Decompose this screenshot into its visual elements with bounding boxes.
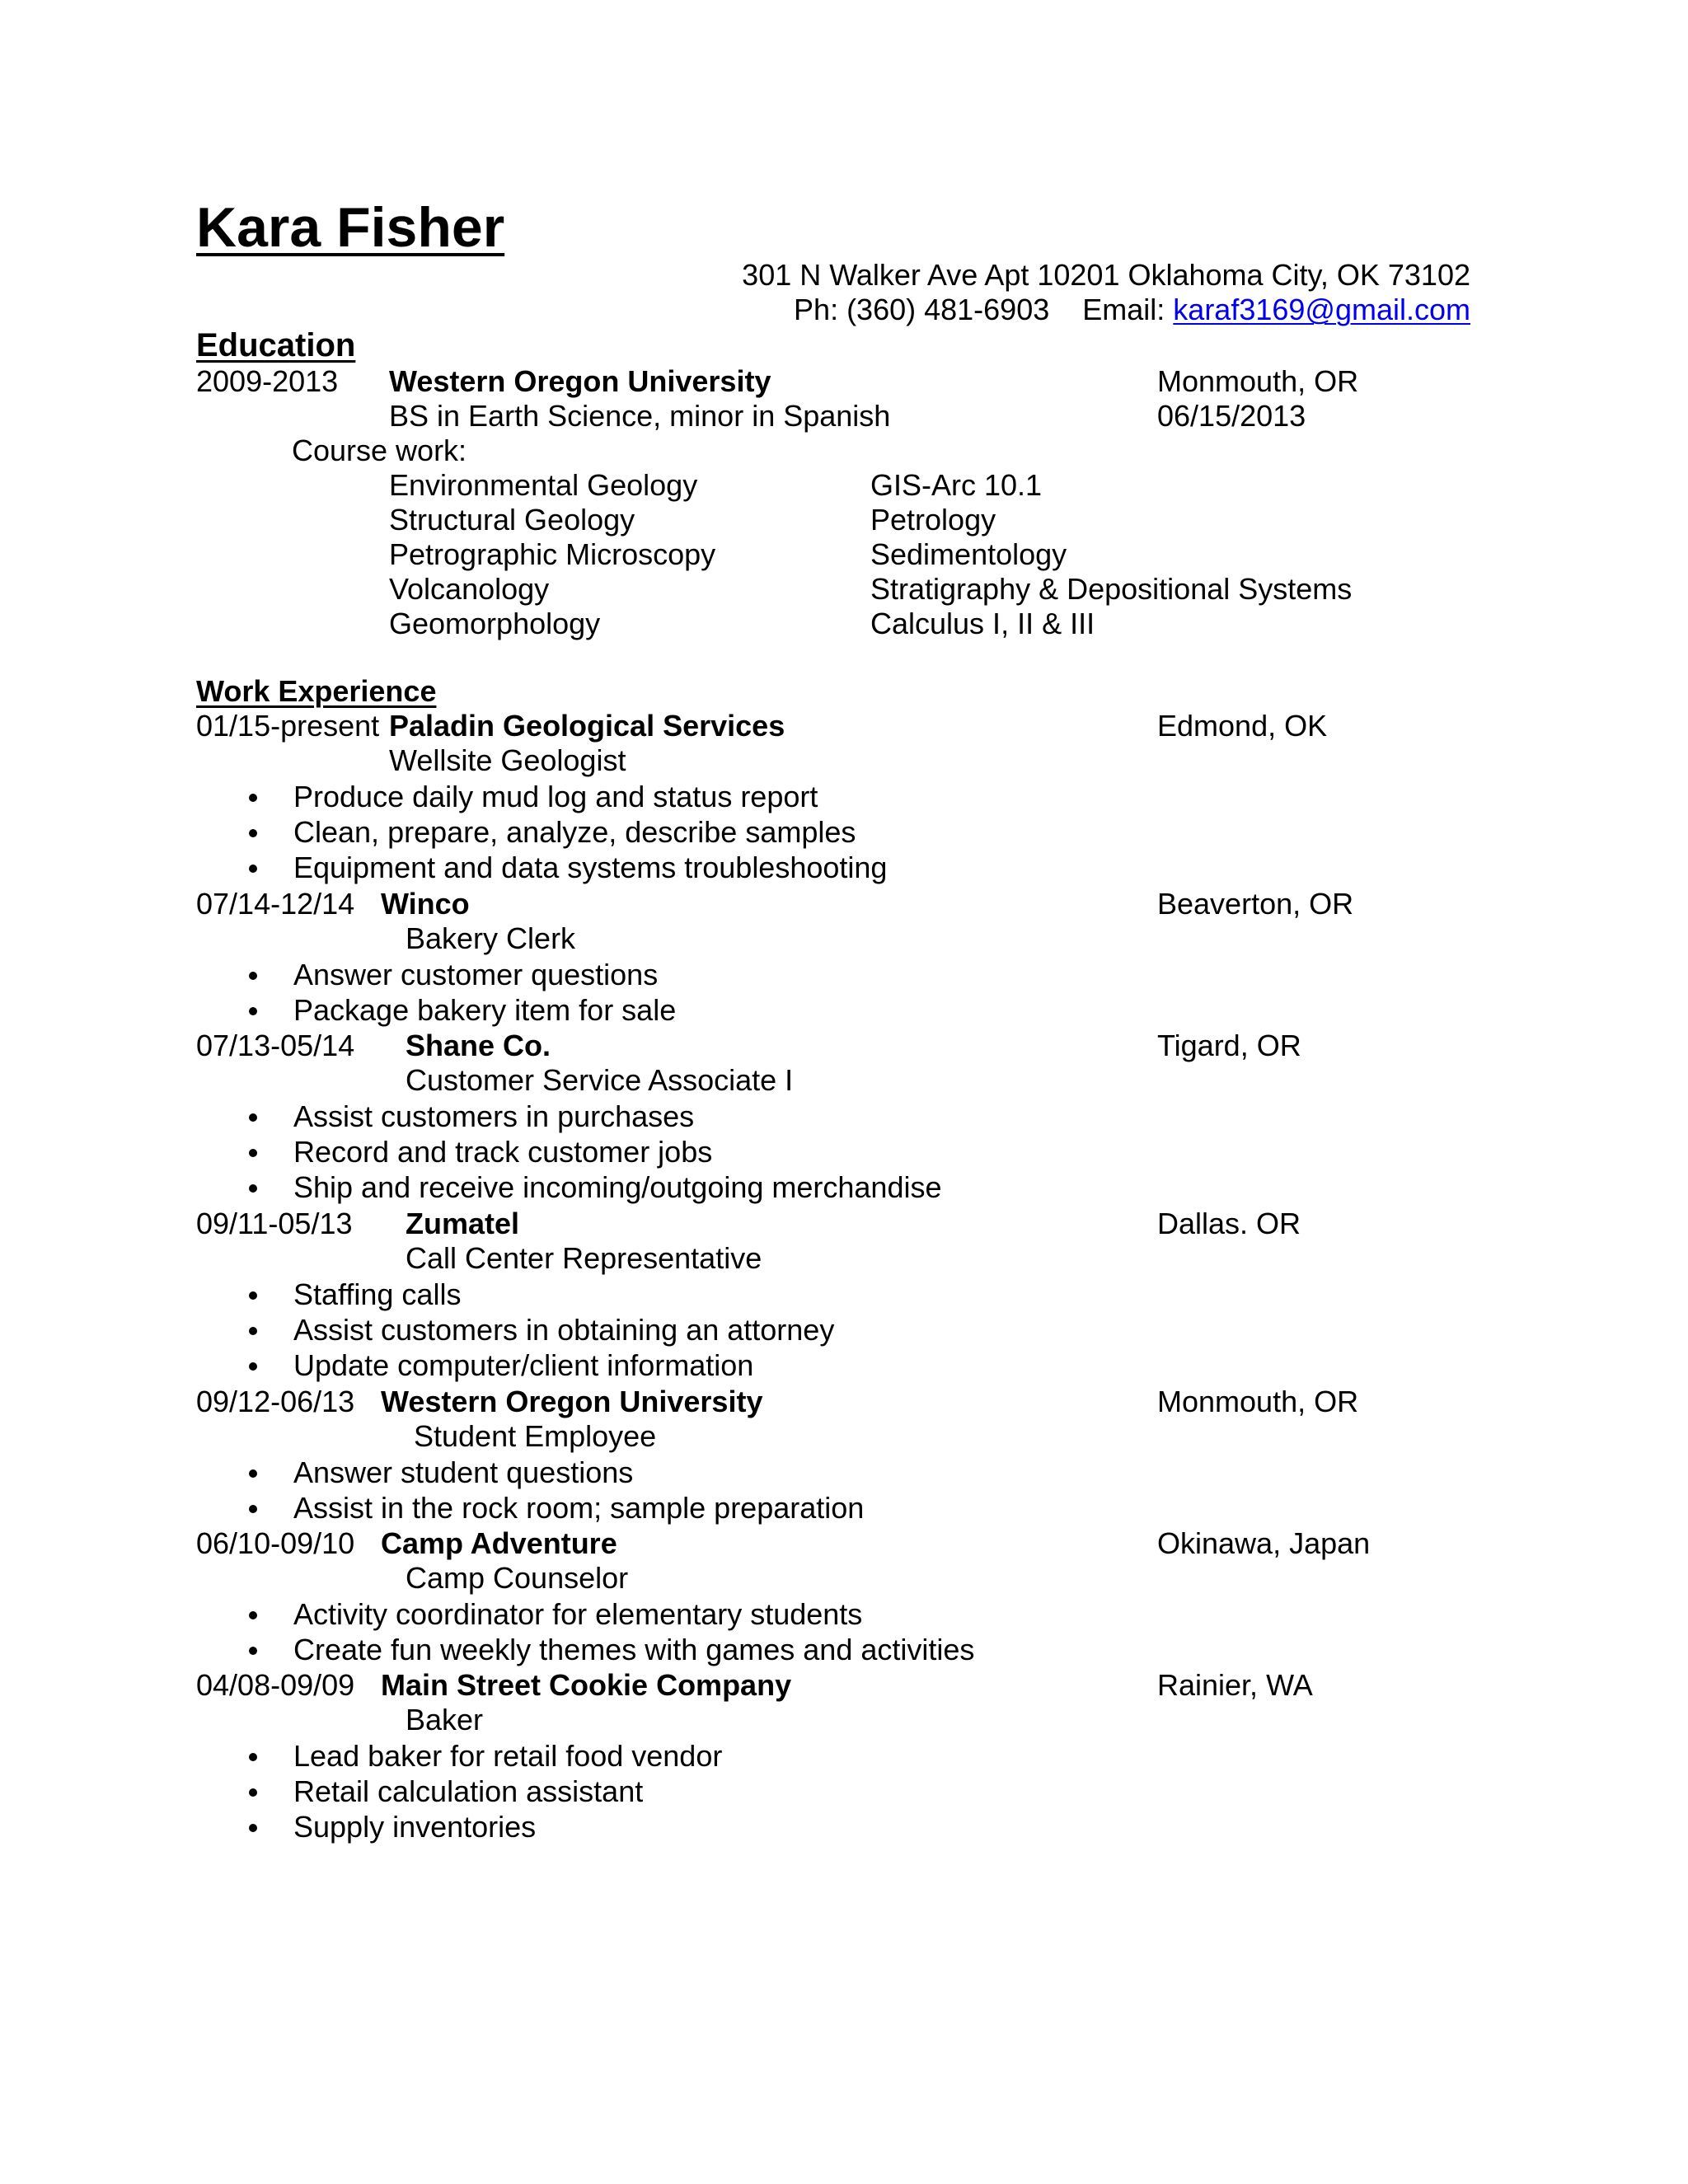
job-location: Tigard, OR — [1157, 1029, 1301, 1062]
job-employer: Shane Co. — [406, 1029, 551, 1062]
job-bullet: Supply inventories — [293, 1810, 537, 1844]
job-bullet: Clean, prepare, analyze, describe samples — [293, 815, 856, 849]
education-location: Monmouth, OR — [1157, 364, 1359, 398]
bullet-icon — [249, 1824, 257, 1832]
job-employer: Western Oregon University — [381, 1385, 763, 1418]
job-dates: 09/11-05/13 — [196, 1207, 353, 1240]
job-dates: 09/12-06/13 — [196, 1385, 355, 1418]
bullet-icon — [249, 1753, 257, 1761]
job-bullet: Equipment and data systems troubleshooting — [293, 851, 888, 884]
job-location: Beaverton, OR — [1157, 887, 1354, 921]
job-bullet: Answer student questions — [293, 1455, 634, 1489]
job-location: Rainier, WA — [1157, 1668, 1313, 1702]
bullet-icon — [249, 1149, 257, 1157]
job-bullet: Assist customers in purchases — [293, 1099, 695, 1133]
bullet-icon — [249, 865, 257, 873]
job-title: Wellsite Geologist — [389, 743, 626, 777]
course-item: Stratigraphy & Depositional Systems — [870, 572, 1353, 606]
course-item: Volcanology — [389, 572, 550, 606]
course-item: Structural Geology — [389, 503, 635, 537]
bullet-icon — [249, 972, 257, 980]
bullet-icon — [249, 1788, 257, 1797]
job-employer: Paladin Geological Services — [389, 709, 785, 743]
job-bullet: Retail calculation assistant — [293, 1774, 644, 1808]
job-location: Edmond, OK — [1157, 709, 1328, 743]
bullet-icon — [249, 1469, 257, 1478]
bullet-icon — [249, 1505, 257, 1513]
job-title: Bakery Clerk — [406, 921, 576, 955]
job-dates: 06/10-09/10 — [196, 1526, 355, 1560]
course-item: GIS-Arc 10.1 — [870, 468, 1043, 502]
job-bullet: Assist in the rock room; sample preparation — [293, 1491, 865, 1525]
course-item: Calculus I, II & III — [870, 607, 1095, 640]
job-bullet: Assist customers in obtaining an attorney — [293, 1313, 835, 1347]
job-employer: Zumatel — [406, 1207, 520, 1240]
work-experience-heading: Work Experience — [196, 674, 437, 708]
bullet-icon — [249, 1007, 257, 1015]
job-bullet: Staffing calls — [293, 1277, 462, 1311]
course-item: Petrology — [870, 503, 996, 537]
course-item: Environmental Geology — [389, 468, 698, 502]
job-title: Call Center Representative — [406, 1241, 762, 1275]
bullet-icon — [249, 1647, 257, 1655]
address-line: 301 N Walker Ave Apt 10201 Oklahoma City, OK 73102 — [742, 258, 1470, 292]
job-bullet: Package bakery item for sale — [293, 993, 677, 1027]
resume-name: Kara Fisher — [196, 196, 505, 259]
job-bullet: Update computer/client information — [293, 1348, 754, 1382]
job-bullet: Produce daily mud log and status report — [293, 780, 818, 813]
job-title: Customer Service Associate I — [406, 1063, 794, 1097]
bullet-icon — [249, 829, 257, 837]
job-employer: Winco — [381, 887, 470, 921]
course-item: Petrographic Microscopy — [389, 537, 716, 571]
phone-number: Ph: (360) 481-6903 — [794, 293, 1050, 326]
job-location: Monmouth, OR — [1157, 1385, 1359, 1418]
bullet-icon — [249, 794, 257, 802]
email-link[interactable]: karaf3169@gmail.com — [1173, 293, 1470, 326]
coursework-label: Course work: — [292, 434, 467, 467]
bullet-icon — [249, 1184, 257, 1193]
bullet-icon — [249, 1327, 257, 1335]
graduation-date: 06/15/2013 — [1157, 399, 1306, 433]
job-bullet: Answer customer questions — [293, 958, 659, 991]
course-item: Geomorphology — [389, 607, 601, 640]
job-dates: 04/08-09/09 — [196, 1668, 355, 1702]
job-title: Student Employee — [414, 1419, 657, 1453]
bullet-icon — [249, 1113, 257, 1122]
course-item: Sedimentology — [870, 537, 1067, 571]
job-title: Baker — [406, 1703, 484, 1736]
job-dates: 01/15-present — [196, 709, 380, 743]
bullet-icon — [249, 1291, 257, 1300]
job-location: Okinawa, Japan — [1157, 1526, 1371, 1560]
job-bullet: Create fun weekly themes with games and activities — [293, 1633, 975, 1666]
job-dates: 07/14-12/14 — [196, 887, 355, 921]
job-location: Dallas. OR — [1157, 1207, 1301, 1240]
education-degree: BS in Earth Science, minor in Spanish — [389, 399, 891, 433]
bullet-icon — [249, 1611, 257, 1619]
contact-line — [794, 293, 1470, 327]
education-dates: 2009-2013 — [196, 364, 339, 398]
job-bullet: Record and track customer jobs — [293, 1135, 713, 1169]
job-bullet: Activity coordinator for elementary students — [293, 1597, 863, 1631]
education-heading: Education — [196, 327, 356, 363]
job-bullet: Lead baker for retail food vendor — [293, 1739, 723, 1773]
education-school: Western Oregon University — [389, 364, 771, 398]
job-dates: 07/13-05/14 — [196, 1029, 355, 1062]
job-employer: Main Street Cookie Company — [381, 1668, 792, 1702]
job-title: Camp Counselor — [406, 1561, 629, 1595]
email-label: Email: — [1082, 293, 1165, 326]
job-employer: Camp Adventure — [381, 1526, 617, 1560]
job-bullet: Ship and receive incoming/outgoing merchandise — [293, 1170, 942, 1204]
bullet-icon — [249, 1362, 257, 1371]
